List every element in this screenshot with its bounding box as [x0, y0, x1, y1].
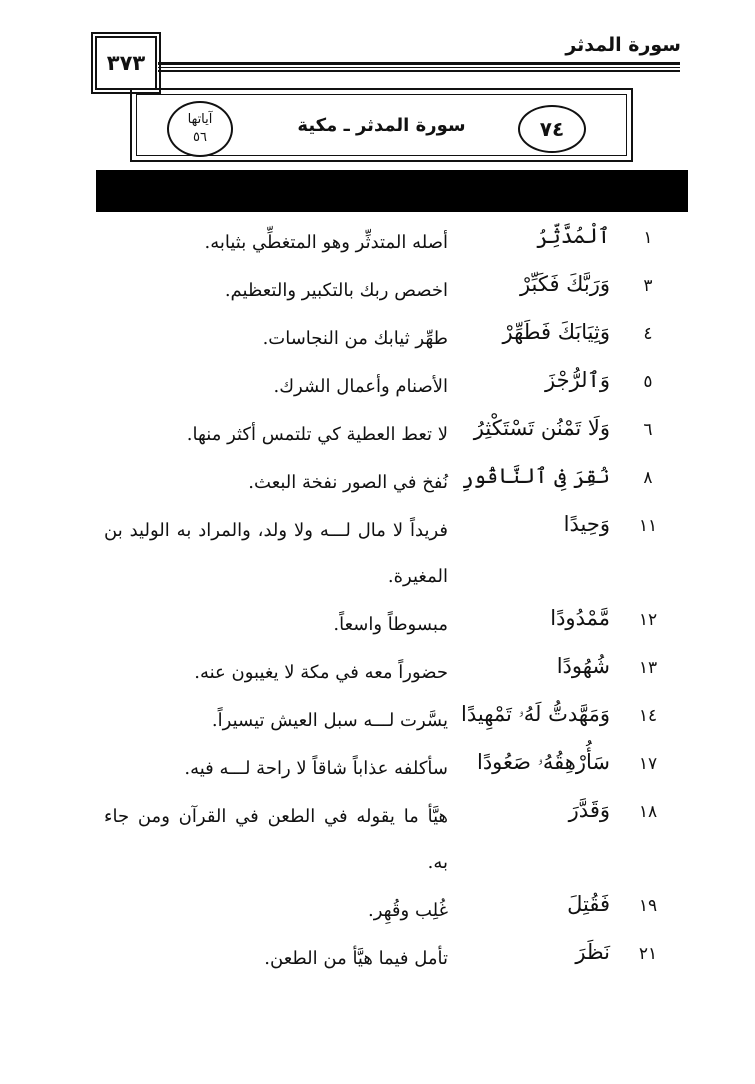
quran-word: نُقِرَ فِى ٱلنَّاقُورِ — [461, 464, 610, 488]
quran-word: وَقَدَّرَ — [568, 798, 610, 822]
surah-banner-frame — [136, 94, 627, 156]
word-meaning: أصله المتدثِّر وهو المتغطِّي بثيابه. — [204, 232, 448, 253]
quran-word: وَمَهَّدتُّ لَهُۥ تَمْهِيدًا — [461, 702, 610, 726]
word-meaning: لا تعط العطية كي تلتمس أكثر منها. — [186, 424, 448, 445]
verse-number: ٤ — [643, 324, 653, 344]
verse-number: ٦ — [643, 420, 653, 440]
verse-number: ١١ — [638, 516, 658, 536]
glossary-entry — [96, 792, 688, 886]
verse-number: ١٧ — [638, 754, 658, 774]
word-meaning: غُلِب وقُهِر. — [367, 900, 448, 921]
surah-number-badge: ٧٤ — [518, 105, 586, 153]
verse-number: ١٣ — [638, 658, 658, 678]
header-rule — [158, 67, 680, 68]
verse-number: ١٩ — [638, 896, 658, 916]
glossary-entry — [96, 934, 688, 982]
quran-word: ٱلْمُدَّثِّرُ — [536, 224, 610, 248]
ayat-label: آياتها — [187, 112, 213, 127]
quran-word: سَأُرْهِقُهُۥ صَعُودًا — [476, 750, 610, 774]
header-rule — [158, 62, 680, 65]
ayat-count-badge — [167, 101, 233, 157]
verse-number: ١٤ — [638, 706, 658, 726]
glossary-entry — [96, 314, 688, 362]
verse-number: ١ — [643, 228, 653, 248]
glossary-entry — [96, 458, 688, 506]
verse-number: ١٢ — [638, 610, 658, 630]
header-rule — [158, 70, 680, 72]
glossary-entry — [96, 696, 688, 744]
verse-number: ٨ — [643, 468, 653, 488]
running-header-title: سورة المدثر — [565, 34, 681, 56]
verse-number: ٥ — [643, 372, 653, 392]
section-band — [96, 170, 688, 212]
ayat-count: ٥٦ — [193, 130, 207, 145]
verse-number: ٢١ — [638, 944, 658, 964]
word-meaning: هيَّأ ما يقوله في الطعن في القرآن ومن جاء به. — [104, 806, 448, 873]
quran-word: وَلَا تَمْنُن تَسْتَكْثِرُ — [473, 416, 610, 440]
verse-number: ٣ — [643, 276, 653, 296]
word-meaning: فريداً لا مال لـــه ولا ولد، والمراد به الوليد بن المغيرة. — [104, 520, 448, 587]
quran-word: وَثِيَابَكَ فَطَهِّرْ — [502, 320, 610, 344]
word-meaning: حضوراً معه في مكة لا يغيبون عنه. — [194, 662, 448, 683]
word-meaning: اخصص ربك بالتكبير والتعظيم. — [224, 280, 448, 301]
surah-title: سورة المدثر ـ مكية — [297, 115, 466, 136]
word-meaning: سأكلفه عذاباً شاقاً لا راحة لـــه فيه. — [184, 758, 448, 779]
quran-word: وَحِيدًا — [563, 512, 610, 536]
surah-banner — [130, 88, 633, 162]
glossary-entry — [96, 362, 688, 410]
word-meaning: مبسوطاً واسعاً. — [333, 614, 448, 635]
quran-word: نَظَرَ — [575, 940, 610, 964]
glossary-entry — [96, 600, 688, 648]
quran-word: شُهُودًا — [556, 654, 610, 678]
glossary-entry — [96, 886, 688, 934]
glossary-entry — [96, 744, 688, 792]
word-meaning: تأمل فيما هيَّأ من الطعن. — [264, 948, 448, 969]
verse-number: ١٨ — [638, 802, 658, 822]
quran-word: وَرَبَّكَ فَكَبِّرْ — [519, 272, 610, 296]
word-meaning: الأصنام وأعمال الشرك. — [273, 376, 448, 397]
glossary-list — [96, 218, 688, 982]
glossary-entry — [96, 506, 688, 600]
quran-word: وَٱلرُّجْزَ — [545, 368, 610, 392]
glossary-entry — [96, 266, 688, 314]
word-meaning: طهِّر ثيابك من النجاسات. — [262, 328, 448, 349]
word-meaning: نُفخ في الصور نفخة البعث. — [248, 472, 448, 493]
glossary-entry — [96, 410, 688, 458]
glossary-entry — [96, 648, 688, 696]
page-number: ٣٧٣ — [95, 36, 157, 90]
quran-word: مَّمْدُودًا — [550, 606, 610, 630]
quran-word: فَقُتِلَ — [567, 892, 610, 916]
glossary-entry — [96, 218, 688, 266]
word-meaning: يسَّرت لـــه سبل العيش تيسيراً. — [211, 710, 448, 731]
